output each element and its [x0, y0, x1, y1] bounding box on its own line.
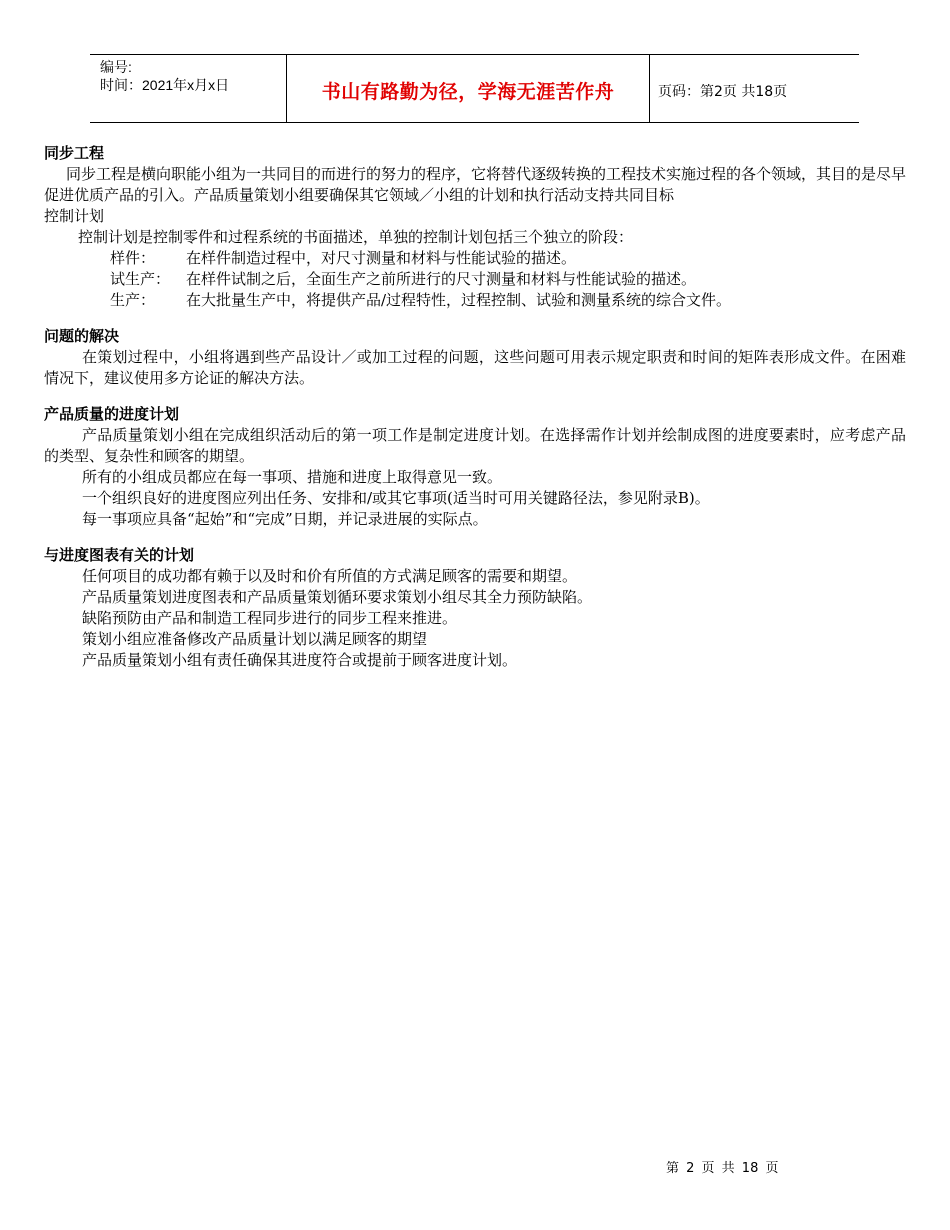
paragraph: 产品质量策划小组在完成组织活动后的第一项工作是制定进度计划。在选择需作计划并绘制成图的进度要素时，应考虑产品的类型、复杂性和顾客的期望。 — [44, 426, 906, 465]
paragraph: 一个组织良好的进度图应列出任务、安排和/或其它事项(适当时可用关键路径法，参见附录B)。 — [82, 489, 710, 507]
paragraph: 控制计划是控制零件和过程系统的书面描述，单独的控制计划包括三个独立的阶段： — [78, 228, 634, 246]
list-item: 产品质量策划进度图表和产品质量策划循环要求策划小组尽其全力预防缺陷。 — [82, 588, 593, 606]
stage-label: 样件： — [110, 249, 156, 267]
stage-row — [44, 269, 906, 290]
list-item: 缺陷预防由产品和制造工程同步进行的同步工程来推进。 — [82, 609, 458, 627]
paragraph: 每一事项应具备“起始”和“完成”日期，并记录进展的实际点。 — [82, 510, 488, 528]
header-left-cell — [90, 55, 286, 122]
page-footer: 第 2 页 共 18 页 — [666, 1161, 779, 1176]
header-page-cell — [650, 55, 859, 122]
page-info: 页码：第2页 共18页 — [658, 84, 788, 100]
paragraph: 所有的小组成员都应在每一事项、措施和进度上取得意见一致。 — [82, 468, 503, 486]
section-title-schedule: 产品质量的进度计划 — [44, 405, 180, 423]
section-title-schedule-plans: 与进度图表有关的计划 — [44, 546, 195, 564]
paragraph: 同步工程是横向职能小组为一共同目的而进行的努力的程序，它将替代逐级转换的工程技术实施过程的各个领域，其目的是尽早促进优质产品的引入。产品质量策划小组要确保其它领域／小组的计划和执行活动支持共同目标 — [44, 165, 907, 204]
list-item: 策划小组应准备修改产品质量计划以满足顾客的期望 — [82, 630, 428, 648]
header-motto-cell — [286, 55, 650, 122]
number-label: 编号: — [100, 59, 132, 75]
stage-text: 在样件制造过程中，对尺寸测量和材料与性能试验的描述。 — [186, 249, 577, 267]
stage-row — [44, 290, 906, 311]
page-header — [90, 54, 859, 123]
stage-label: 生产： — [110, 291, 156, 309]
time-label: 时间：2021年x月x日 — [100, 77, 230, 93]
motto-text: 书山有路勤为径，学海无涯苦作舟 — [321, 81, 615, 103]
list-item: 产品质量策划小组有责任确保其进度符合或提前于顾客进度计划。 — [82, 651, 518, 669]
section-title-problem-solving: 问题的解决 — [44, 327, 120, 345]
stage-label: 试生产： — [110, 270, 171, 288]
subsection-title-control-plan: 控制计划 — [44, 207, 105, 225]
document-body — [44, 143, 906, 671]
section-title-sync-engineering: 同步工程 — [44, 144, 105, 162]
paragraph: 在策划过程中，小组将遇到些产品设计／或加工过程的问题，这些问题可用表示规定职责和时间的矩阵表形成文件。在困难情况下，建议使用多方论证的解决方法。 — [44, 348, 906, 387]
stage-row — [44, 248, 906, 269]
stage-text: 在大批量生产中，将提供产品/过程特性，过程控制、试验和测量系统的综合文件。 — [186, 291, 732, 309]
stage-text: 在样件试制之后，全面生产之前所进行的尺寸测量和材料与性能试验的描述。 — [186, 270, 697, 288]
list-item: 任何项目的成功都有赖于以及时和价有所值的方式满足顾客的需要和期望。 — [82, 567, 578, 585]
